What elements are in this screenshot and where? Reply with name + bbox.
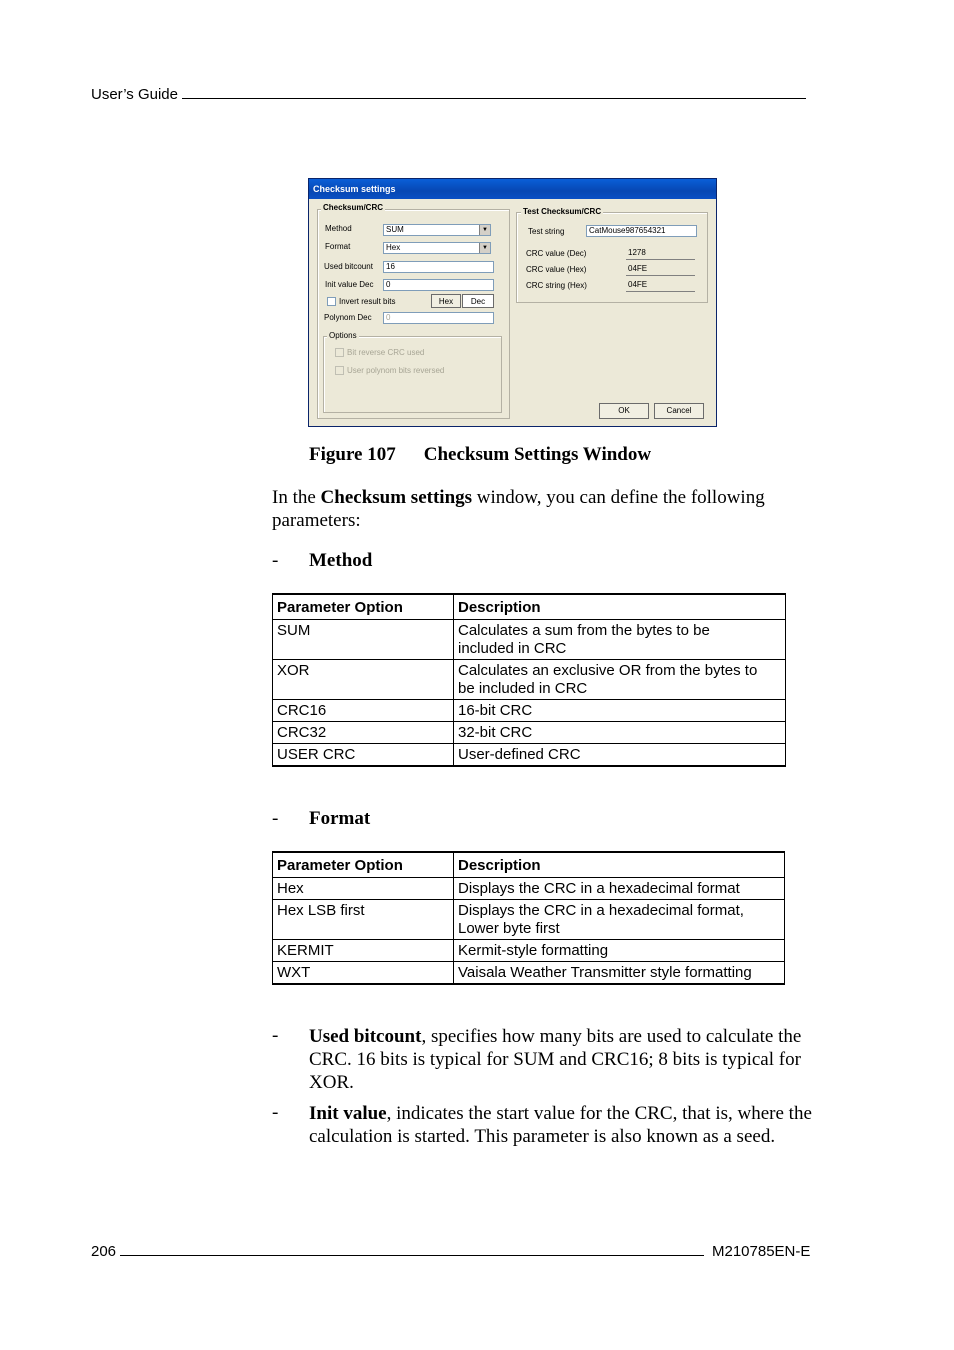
init-line1: , indicates the start value for the CRC, that is, where the: [386, 1103, 812, 1124]
ok-button[interactable]: OK: [599, 403, 649, 419]
init-value-input[interactable]: 0: [383, 279, 494, 291]
table-cell: WXT: [273, 962, 454, 985]
invert-result-label: Invert result bits: [339, 297, 396, 306]
hex-button[interactable]: Hex: [431, 294, 461, 308]
crc-string-label: CRC string (Hex): [526, 281, 587, 290]
chevron-down-icon[interactable]: ▼: [479, 243, 490, 253]
bitcount-dash: -: [272, 1025, 279, 1046]
used-bitcount-input[interactable]: 16: [383, 261, 494, 273]
method-select[interactable]: [383, 224, 491, 236]
invert-result-checkbox[interactable]: [327, 297, 336, 306]
table-cell: 16-bit CRC: [454, 700, 786, 722]
dec-button[interactable]: Dec: [462, 294, 494, 308]
intro-bold: Checksum settings: [320, 487, 473, 508]
table-cell: CRC16: [273, 700, 454, 722]
table-cell: [454, 620, 786, 660]
dialog-title: Checksum settings: [313, 184, 396, 194]
cell-line: be included in CRC: [458, 680, 588, 697]
crc-dec-value: 1278: [626, 248, 695, 260]
header-rule: [182, 86, 806, 99]
cell-line: Calculates an exclusive OR from the bytes to: [458, 662, 758, 679]
table-cell: KERMIT: [273, 940, 454, 962]
polynom-input[interactable]: 0: [383, 312, 494, 324]
table-cell: Hex: [273, 878, 454, 900]
table-header-row: [273, 852, 785, 878]
table-row: [273, 620, 786, 660]
intro-suffix: window, you can define the following: [472, 487, 765, 508]
method-heading: Method: [309, 550, 373, 571]
bitcount-line2: CRC. 16 bits is typical for SUM and CRC16; 8 bits is typical for: [309, 1049, 801, 1070]
cell-line: included in CRC: [458, 640, 567, 657]
figure-number: Figure 107: [309, 444, 396, 465]
table-cell: CRC32: [273, 722, 454, 744]
table-row: [273, 940, 785, 962]
test-string-label: Test string: [528, 227, 565, 236]
checksum-crc-group-title: Checksum/CRC: [323, 203, 384, 212]
method-table: [272, 593, 786, 767]
chevron-down-icon[interactable]: ▼: [479, 225, 490, 235]
format-select[interactable]: [383, 242, 491, 254]
table-cell: Vaisala Weather Transmitter style formatting: [454, 962, 785, 985]
init-paragraph: [309, 1102, 829, 1148]
polynom-label: Polynom Dec: [324, 313, 372, 322]
figure-caption: [309, 444, 651, 466]
bit-reverse-label: Bit reverse CRC used: [347, 348, 425, 357]
table-header-cell: Description: [454, 594, 786, 620]
options-group-title: Options: [329, 331, 357, 340]
crc-string-value: 04FE: [626, 280, 695, 292]
table-row: [273, 744, 786, 767]
table-cell: Kermit-style formatting: [454, 940, 785, 962]
test-string-input[interactable]: CatMouse987654321: [586, 225, 697, 237]
crc-dec-label: CRC value (Dec): [526, 249, 587, 258]
table-cell: XOR: [273, 660, 454, 700]
user-polynom-label: User polynom bits reversed: [347, 366, 445, 375]
table-header-row: [273, 594, 786, 620]
init-value-label: Init value Dec: [325, 280, 374, 289]
format-table: [272, 851, 785, 985]
table-cell: [454, 660, 786, 700]
table-cell: Hex LSB first: [273, 900, 454, 940]
crc-hex-label: CRC value (Hex): [526, 265, 587, 274]
doc-code: M210785EN-E: [712, 1243, 811, 1260]
method-value: SUM: [386, 225, 404, 234]
table-cell: USER CRC: [273, 744, 454, 767]
cell-line: Calculates a sum from the bytes to be: [458, 622, 710, 639]
table-cell: [454, 900, 785, 940]
dialog-titlebar[interactable]: [309, 179, 716, 199]
table-header-cell: Parameter Option: [273, 594, 454, 620]
table-row: [273, 962, 785, 985]
format-label: Format: [325, 242, 351, 251]
footer-rule: [120, 1243, 704, 1256]
page-number: 206: [91, 1243, 117, 1260]
method-label: Method: [325, 224, 352, 233]
table-row: [273, 660, 786, 700]
cell-line: Displays the CRC in a hexadecimal format,: [458, 902, 744, 919]
page-footer: [91, 1243, 704, 1260]
cell-line: Lower byte first: [458, 920, 560, 937]
bitcount-line3: XOR.: [309, 1072, 354, 1093]
used-bitcount-label: Used bitcount: [324, 262, 373, 271]
table-row: [273, 900, 785, 940]
intro-line2: parameters:: [272, 510, 361, 531]
checksum-settings-dialog: [308, 178, 717, 427]
table-header-cell: Parameter Option: [273, 852, 454, 878]
table-row: [273, 878, 785, 900]
bit-reverse-checkbox[interactable]: [335, 348, 344, 357]
table-cell: 32-bit CRC: [454, 722, 786, 744]
format-heading: Format: [309, 808, 371, 829]
cancel-button[interactable]: Cancel: [654, 403, 704, 419]
format-value: Hex: [386, 243, 401, 252]
header-title: User’s Guide: [91, 86, 178, 103]
table-cell: Displays the CRC in a hexadecimal format: [454, 878, 785, 900]
format-dash: -: [272, 808, 279, 829]
intro-prefix: In the: [272, 487, 321, 508]
table-row: [273, 700, 786, 722]
page-header: [91, 86, 806, 103]
user-polynom-checkbox[interactable]: [335, 366, 344, 375]
table-row: [273, 722, 786, 744]
init-dash: -: [272, 1102, 279, 1123]
init-line2: calculation is started. This parameter is also known as a seed.: [309, 1126, 776, 1147]
table-cell: User-defined CRC: [454, 744, 786, 767]
figure-title: Checksum Settings Window: [423, 444, 652, 465]
bitcount-paragraph: [309, 1025, 829, 1094]
init-bold: Init value: [309, 1103, 387, 1124]
test-checksum-group-title: Test Checksum/CRC: [523, 207, 602, 216]
method-dash: -: [272, 550, 279, 571]
table-cell: SUM: [273, 620, 454, 660]
bitcount-bold: Used bitcount: [309, 1026, 422, 1047]
bitcount-line1: , specifies how many bits are used to calculate the: [421, 1026, 802, 1047]
intro-paragraph: [272, 486, 812, 532]
table-header-cell: Description: [454, 852, 785, 878]
crc-hex-value: 04FE: [626, 264, 695, 276]
